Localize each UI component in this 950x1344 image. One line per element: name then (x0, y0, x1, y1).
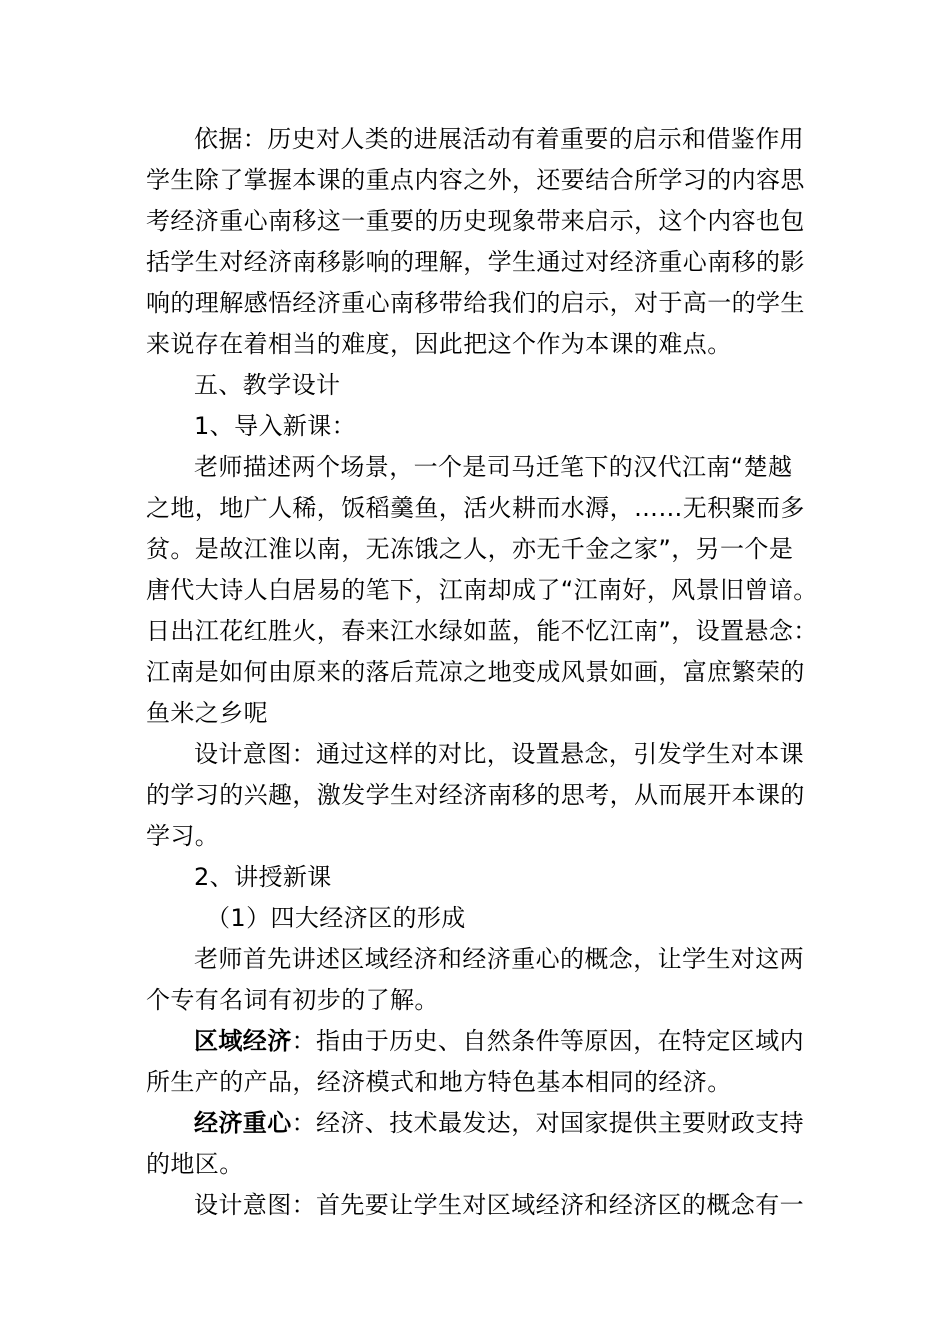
section-heading: 五、教学设计 (194, 371, 341, 399)
definition-line (146, 1103, 826, 1144)
text-line: 贫。是故江淮以南，无冻饿之人，亦无千金之家”，另一个是 (146, 535, 794, 563)
text-line: 鱼米之乡呢 (146, 699, 268, 727)
text-line: 来说存在着相当的难度，因此把这个作为本课的难点。 (146, 330, 732, 358)
text-line: 江南是如何由原来的落后荒凉之地变成风景如画，富庶繁荣的 (146, 658, 805, 686)
text-line: 的学习的兴趣，激发学生对经济南移的思考，从而展开本课的 (146, 781, 805, 809)
text-line: 响的理解感悟经济重心南移带给我们的启示，对于高一的学生 (146, 289, 805, 317)
text-line: 唐代大诗人白居易的笔下，江南却成了“江南好，风景旧曾谙。 (146, 576, 818, 604)
subsection-heading: 2、讲授新课 (194, 863, 332, 891)
text-line: 的地区。 (146, 1150, 244, 1178)
text-line: 日出江花红胜火，春来江水绿如蓝，能不忆江南”，设置悬念： (146, 617, 818, 645)
sub-heading: （1）四大经济区的形成 (206, 904, 466, 932)
definition-line (146, 1021, 826, 1062)
text-line: 设计意图：首先要让学生对区域经济和经济区的概念有一 (194, 1191, 804, 1219)
definition-text: ：经济、技术最发达，对国家提供主要财政支持 (291, 1109, 805, 1137)
text-line: 依据：历史对人类的进展活动有着重要的启示和借鉴作用 (194, 125, 804, 153)
text-line: 学习。 (146, 822, 220, 850)
text-line: 老师首先讲述区域经济和经济重心的概念，让学生对这两 (194, 945, 804, 973)
document-body (146, 119, 826, 1226)
text-line: 设计意图：通过这样的对比，设置悬念，引发学生对本课 (194, 740, 804, 768)
definition-term: 经济重心 (194, 1109, 292, 1137)
text-line: 考经济重心南移这一重要的历史现象带来启示，这个内容也包 (146, 207, 805, 235)
subsection-heading: 1、导入新课： (194, 412, 357, 440)
text-line: 括学生对经济南移影响的理解，学生通过对经济重心南移的影 (146, 248, 805, 276)
text-line: 个专有名词有初步的了解。 (146, 986, 439, 1014)
definition-term: 区域经济 (194, 1027, 292, 1055)
text-line: 之地，地广人稀，饭稻羹鱼，活火耕而水溽，……无积聚而多 (146, 494, 805, 522)
text-line: 学生除了掌握本课的重点内容之外，还要结合所学习的内容思 (146, 166, 805, 194)
text-line: 所生产的产品，经济模式和地方特色基本相同的经济。 (146, 1068, 732, 1096)
text-line: 老师描述两个场景，一个是司马迁笔下的汉代江南“楚越 (194, 453, 793, 481)
definition-text: ：指由于历史、自然条件等原因，在特定区域内 (291, 1027, 805, 1055)
